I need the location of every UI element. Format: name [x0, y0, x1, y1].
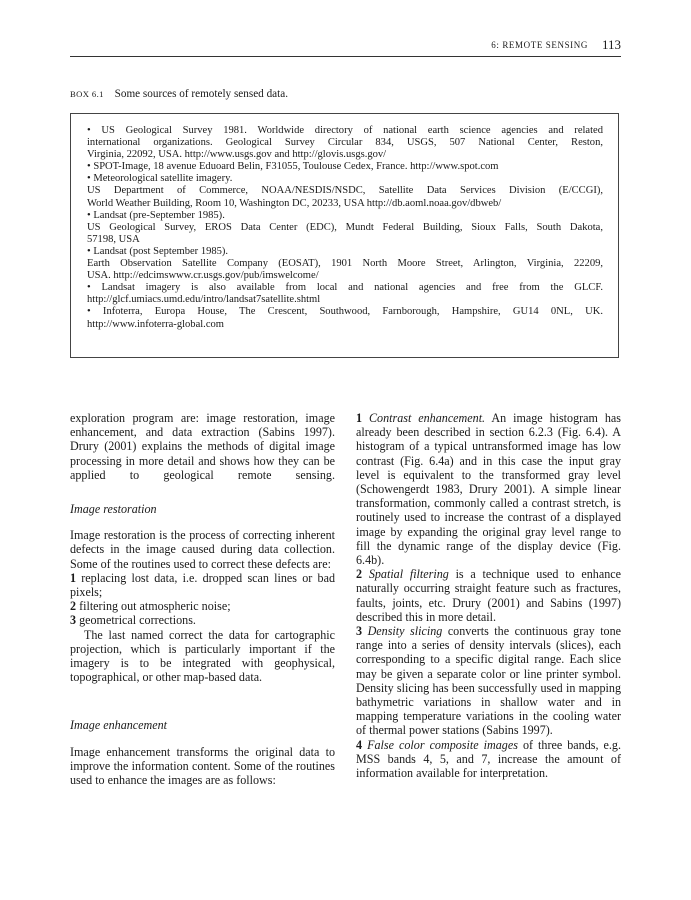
box-line: • Landsat (pre-September 1985). [87, 209, 225, 221]
box-line: USA. http://edcimswww.cr.usgs.gov/pub/imswelcome/ [87, 270, 319, 282]
box-line: • SPOT-Image, 18 avenue Eduoard Belin, F31055, Toulouse Cedex, France. http://www.spot.com [87, 161, 499, 173]
list-item-contrast: 1 Contrast enhancement. An image histogram has already been described in section 6.2.3 (Fig. 6.4). A histogram of a typical untransformed image has low contrast (Fig. 6.4a) and in this case the input gray level is equivalent to the transformed gray level (Schowengerdt 1983, Drury 2001). A simple linear transformation, commonly called a contrast stretch, is routinely used to increase the contrast of a displayed image by expanding the original gray level range to fill the dynamic range of the display device (Fig. 6.4b). [356, 411, 621, 568]
box-label: BOX 6.1 [70, 89, 104, 99]
running-header [70, 36, 621, 57]
box-line: Earth Observation Satellite Company (EOSAT), 1901 North Moore Street, Arlington, Virginia, 22209, [87, 258, 603, 270]
box-line: international organizations. Geological Survey Circular 834, USGS, 507 National Center, Reston, [87, 137, 603, 149]
section-heading-enhancement: Image enhancement [70, 718, 168, 733]
page-number: 113 [601, 37, 621, 52]
sources-box [70, 113, 619, 358]
box-line: US Geological Survey, EROS Data Center (EDC), Mundt Federal Building, Sioux Falls, South Dakota, [87, 221, 603, 233]
list-item-filtering: 2 Spatial filtering is a technique used to enhance naturally occurring straight feature such as fractures, faults, joints, etc. Drury (2001) and Sabins (1997) described this in more detail. [356, 567, 621, 624]
intro-paragraph: exploration program are: image restoration, image enhancement, and data extraction (Sabins 1997). Drury (2001) explains the methods of digital image processing in more detail and shows how they can be applied to geological remote sensing. [70, 411, 335, 482]
restoration-after-paragraph: The last named correct the data for cartographic projection, which is particularly important if the imagery is to be integrated with geophysical, topographical, or other map-based data. [70, 627, 335, 685]
box-line: Virginia, 22092, USA. http://www.usgs.gov and http://glovis.usgs.gov/ [87, 149, 387, 161]
list-item: 2 filtering out atmospheric noise; [70, 599, 231, 614]
box-line: http://glcf.umiacs.umd.edu/intro/landsat7satellite.shtml [87, 294, 321, 306]
box-line: US Department of Commerce, NOAA/NESDIS/NSDC, Satellite Data Services Division (E/CCGI), [87, 185, 603, 197]
restoration-paragraph: Image restoration is the process of correcting inherent defects in the image caused during data collection. Some of the routines used to correct these defects are: [70, 528, 335, 571]
running-header-section: 6: REMOTE SENSING [491, 40, 588, 50]
box-line: http://www.infoterra-global.com [87, 318, 224, 330]
box-line: • Landsat (post September 1985). [87, 245, 229, 257]
box-line: • Landsat imagery is also available from local and national agencies and free from the GLCF. [87, 282, 603, 294]
right-column [356, 411, 621, 780]
list-item-density: 3 Density slicing converts the continuous gray tone range into a series of density intervals (slices), each corresponding to a specific digital range. Each slice may be given a separate color or line printer symbol. Density slicing has been successfully used in mapping bathymetric variations in shallow water and in mapping temperature variations in the cooling water of thermal power stations (Sabins 1997). [356, 624, 622, 738]
list-item-false-color: 4 False color composite images of three bands, e.g. MSS bands 4, 5, and 7, increase the amount of information available for interpretation. [356, 737, 621, 781]
box-line: • US Geological Survey 1981. Worldwide directory of national earth science agencies and related [87, 125, 603, 136]
list-item: 3 geometrical corrections. [70, 613, 196, 628]
left-column [70, 411, 335, 787]
box-line: 57198, USA [87, 233, 140, 245]
enhancement-paragraph: Image enhancement transforms the original data to improve the information content. Some of the routines used to enhance the images are as follows: [70, 744, 335, 788]
box-line: • Infoterra, Europa House, The Crescent, Southwood, Farnborough, Hampshire, GU14 0NL, UK. [87, 306, 603, 318]
list-item: 1 replacing lost data, i.e. dropped scan lines or bad pixels; [70, 570, 335, 600]
section-heading-restoration: Image restoration [70, 502, 157, 517]
box-line: World Weather Building, Room 10, Washington DC, 20233, USA http://db.aoml.noaa.gov/dbweb/ [87, 197, 502, 209]
box-caption [70, 88, 288, 100]
box-line: • Meteorological satellite imagery. [87, 173, 233, 185]
box-title: Some sources of remotely sensed data. [114, 88, 288, 100]
